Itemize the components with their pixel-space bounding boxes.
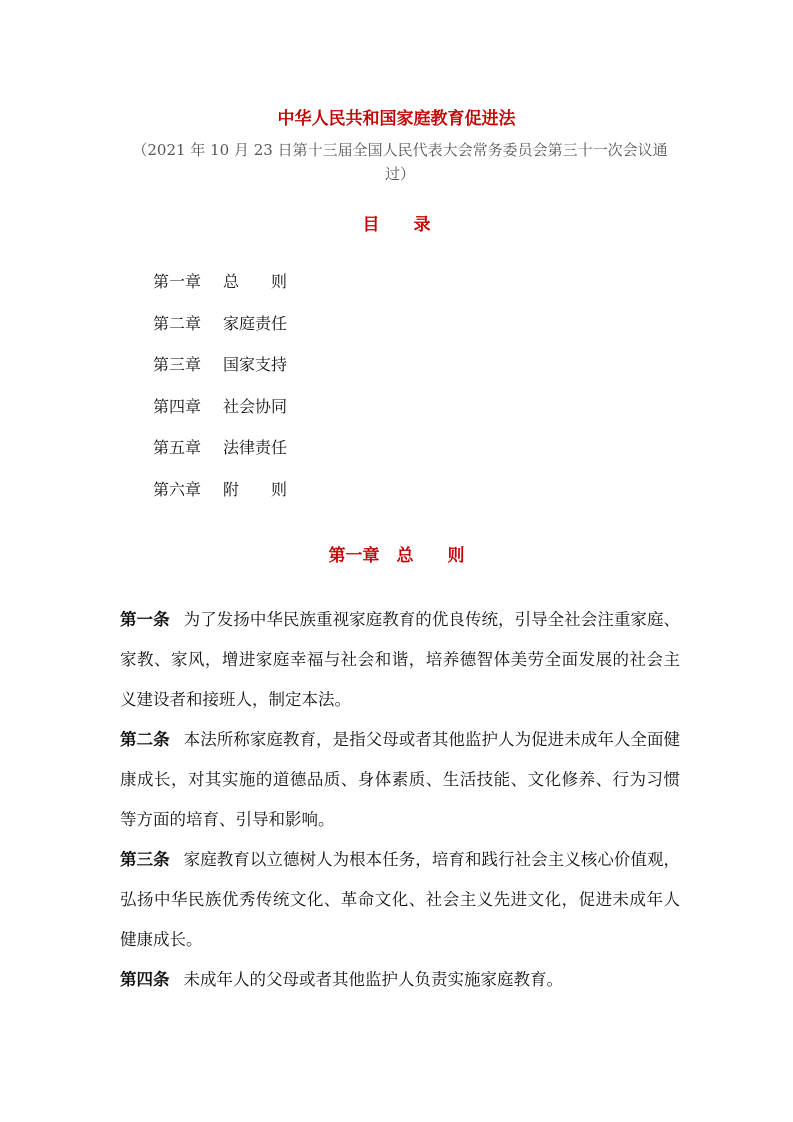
toc-chapter-number: 第一章 [153,272,202,291]
toc-chapter-name: 法律责任 [223,438,288,457]
article-paragraph [120,840,680,960]
article-number: 第四条 [120,970,170,989]
article-number: 第二条 [120,730,170,749]
toc-chapter-name: 国家支持 [223,355,288,374]
article-number: 第一条 [120,610,170,629]
toc-chapter-number: 第五章 [153,438,202,457]
toc-item [153,312,287,354]
chapter-heading: 第一章 总 则 [328,546,465,566]
toc-chapter-number: 第六章 [153,479,202,499]
toc-chapter-number: 第三章 [153,355,202,374]
table-of-contents [153,270,287,519]
toc-chapter-name: 家庭责任 [223,313,288,333]
toc-item [153,395,287,437]
toc-item [153,436,287,478]
toc-chapter-name: 总 则 [223,272,288,291]
article-text: 为了发扬中华民族重视家庭教育的优良传统，引导全社会注重家庭、家教、家风，增进家庭幸福与社会和谐，培养德智体美劳全面发展的社会主义建设者和接班人，制定本法。 [120,610,680,709]
toc-chapter-number: 第四章 [153,396,202,416]
document-title: 中华人民共和国家庭教育促进法 [277,109,516,129]
toc-item [153,270,287,312]
article-list [120,600,680,1000]
toc-chapter-name: 附 则 [223,479,288,499]
article-text: 家庭教育以立德树人为根本任务，培育和践行社会主义核心价值观，弘扬中华民族优秀传统文化、革命文化、社会主义先进文化，促进未成年人健康成长。 [120,850,680,949]
article-text: 未成年人的父母或者其他监护人负责实施家庭教育。 [183,970,563,989]
toc-item [153,353,287,395]
article-paragraph [120,600,680,720]
toc-heading: 目 录 [362,215,431,235]
document-subtitle: （2021 年 10 月 23 日第十三届全国人民代表大会常务委员会第三十一次会议通过） [132,141,668,183]
toc-chapter-name: 社会协同 [223,396,288,416]
article-number: 第三条 [120,850,170,869]
article-text: 本法所称家庭教育，是指父母或者其他监护人为促进未成年人全面健康成长，对其实施的道德品质、身体素质、生活技能、文化修养、行为习惯等方面的培育、引导和影响。 [120,730,680,829]
article-paragraph [120,720,680,840]
toc-chapter-number: 第二章 [153,313,202,333]
article-paragraph [120,960,680,1000]
toc-item [153,478,287,520]
